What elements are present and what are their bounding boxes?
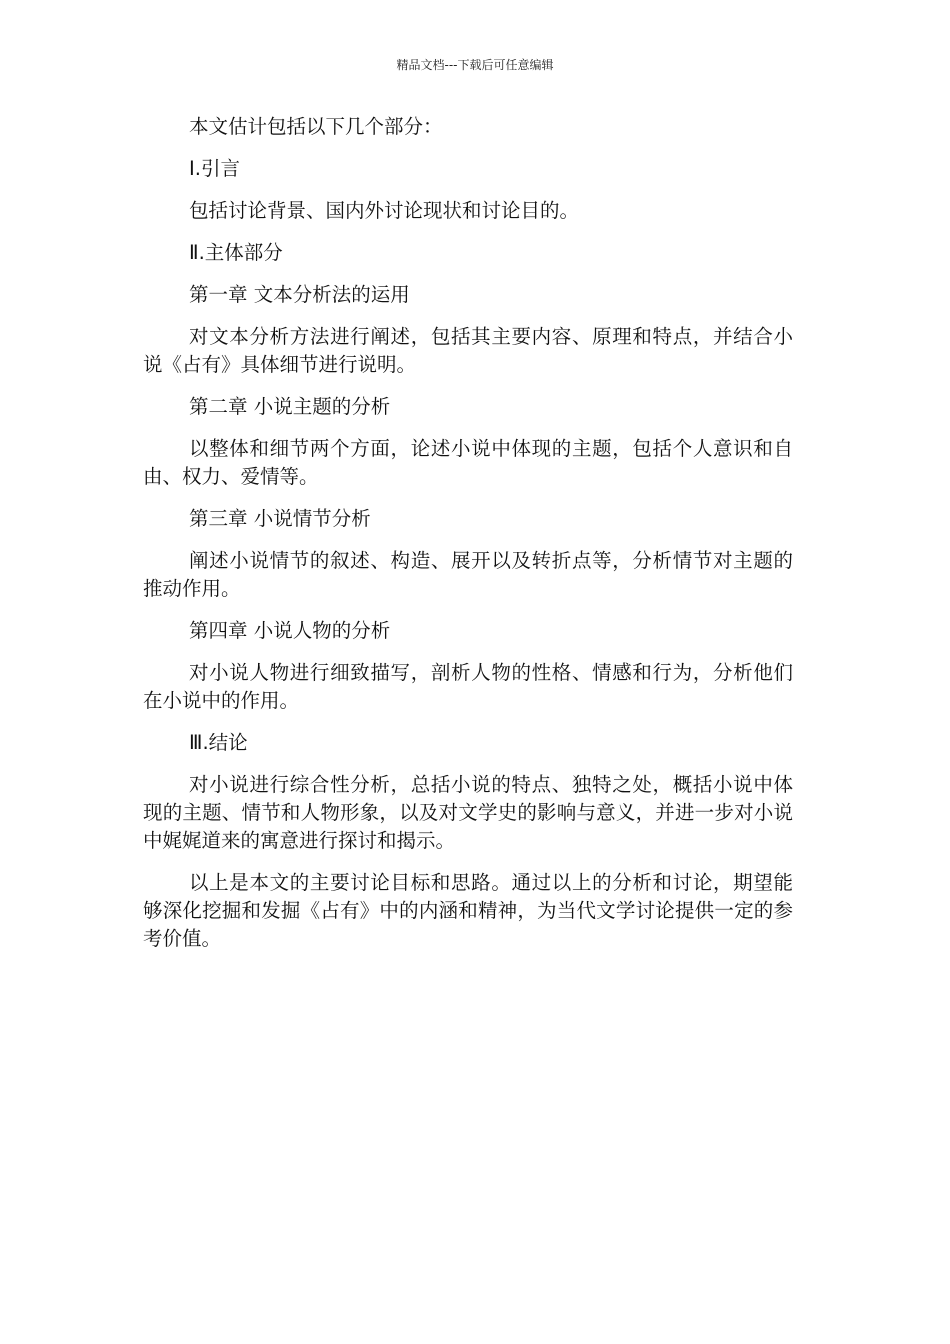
chapter-4-heading: 第四章 小说人物的分析	[189, 619, 391, 642]
closing-paragraph: 以上是本文的主要讨论目标和思路。通过以上的分析和讨论，期望能够深化挖掘和发掘《占有》中的内涵和精神，为当代文学讨论提供一定的参考价值。	[143, 871, 793, 950]
intro-line: 本文估计包括以下几个部分：	[189, 115, 443, 138]
page-header: 精品文档---下载后可任意编辑	[396, 58, 554, 72]
chapter-4-paragraph: 对小说人物进行细致描写，剖析人物的性格、情感和行为，分析他们在小说中的作用。	[143, 661, 793, 712]
section-heading-conclusion: Ⅲ.结论	[189, 731, 248, 754]
chapter-3-paragraph: 阐述小说情节的叙述、构造、展开以及转折点等，分析情节对主题的推动作用。	[143, 549, 793, 600]
chapter-1-heading: 第一章 文本分析法的运用	[189, 283, 410, 306]
chapter-3-heading: 第三章 小说情节分析	[189, 507, 371, 530]
section-heading-main-body: Ⅱ.主体部分	[189, 241, 283, 264]
conclusion-paragraph: 对小说进行综合性分析，总括小说的特点、独特之处，概括小说中体现的主题、情节和人物形象，以及对文学史的影响与意义，并进一步对小说中娓娓道来的寓意进行探讨和揭示。	[143, 773, 793, 852]
chapter-2-heading: 第二章 小说主题的分析	[189, 395, 391, 418]
document-body	[143, 113, 793, 967]
introduction-paragraph: 包括讨论背景、国内外讨论现状和讨论目的。	[189, 199, 580, 222]
chapter-2-paragraph: 以整体和细节两个方面，论述小说中体现的主题，包括个人意识和自由、权力、爱情等。	[143, 437, 793, 488]
section-heading-introduction: Ⅰ.引言	[189, 157, 240, 180]
chapter-1-paragraph: 对文本分析方法进行阐述，包括其主要内容、原理和特点，并结合小说《占有》具体细节进行说明。	[143, 325, 793, 376]
